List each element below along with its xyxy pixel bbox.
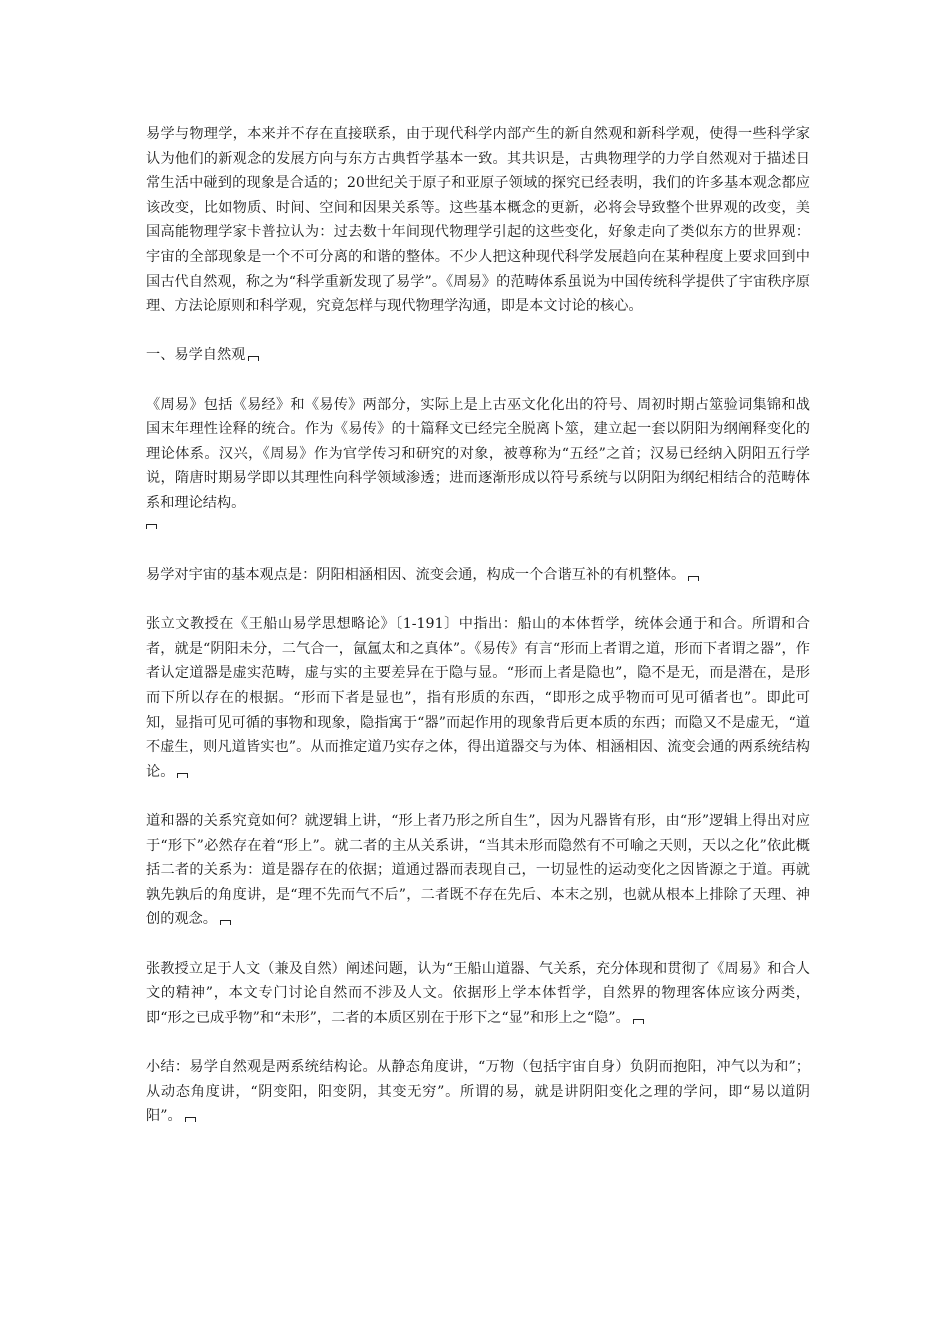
paragraph-mark-icon <box>220 920 231 925</box>
paragraph-zhang-liwen <box>146 612 810 784</box>
paragraph-gap <box>146 932 810 957</box>
paragraph-basic-view-text: 易学对宇宙的基本观点是：阴阳相涵相因、流变会通，构成一个合谐互补的有机整体。 <box>146 567 686 584</box>
paragraph-mark-icon <box>177 773 188 778</box>
paragraph-basic-view <box>146 563 810 588</box>
paragraph-summary-text: 小结：易学自然观是两系统结构论。从静态角度讲，“万物（包括宇宙自身）负阴而抱阳，冲气以为和”；从动态角度讲，“阴变阳，阳变阴，其变无穷”。所谓的易，就是讲阴阳变化之理的学问，即“易以道阴阳”。 <box>146 1058 810 1125</box>
paragraph-gap <box>146 588 810 613</box>
paragraph-mark-icon <box>248 356 259 361</box>
paragraph-summary <box>146 1055 810 1129</box>
paragraph-dao-qi <box>146 809 810 932</box>
paragraph-zhang-liwen-text: 张立文教授在《王船山易学思想略论》〔1-191〕中指出：船山的本体哲学，统体会通于和合。所谓和合者，就是“阴阳未分，二气合一，氤氲太和之真体”。《易传》有言“形而上者谓之道，形而下者谓之器”，作者认定道器是虚实范畴，虚与实的主要差异在于隐与显。“形而上者是隐也”，隐不是无，而是潜在，是形而下所以存在的根据。“形而下者是显也”，指有形质的东西，“即形之成乎物而可见可循者也”。即此可知，显指可见可循的事物和现象，隐指寓于“器”而起作用的现象背后更本质的东西；而隐又不是虚无，“道不虚生，则凡道皆实也”。从而推定道乃实存之体，得出道器交与为体、相涵相因、流变会通的两系统结构论。 <box>146 616 810 780</box>
paragraph-mark-icon <box>633 1019 644 1024</box>
paragraph-gap <box>146 784 810 809</box>
paragraph-zhouyi <box>146 393 810 529</box>
paragraph-mark-icon <box>185 1117 196 1122</box>
paragraph-mark-icon <box>688 576 699 581</box>
paragraph-zhouyi-text: 《周易》包括《易经》和《易传》两部分，实际上是上古巫文化化出的符号、周初时期占筮验词集锦和战国末年理性诠释的统合。作为《易传》的十篇释文已经完全脱离卜筮，建立起一套以阴阳为纲阐释变化的理论体系。汉兴，《周易》作为官学传习和研究的对象，被尊称为“五经”之首；汉易已经纳入阴阳五行学说，隋唐时期易学即以其理性向科学领域渗透；进而逐渐形成以符号系统与以阴阳为纲纪相结合的范畴体系和理论结构。 <box>146 396 810 511</box>
paragraph-gap <box>146 1030 810 1055</box>
paragraph-humanities <box>146 957 810 1031</box>
section-heading <box>146 343 810 368</box>
paragraph-gap <box>146 319 810 344</box>
paragraph-mark-icon <box>146 524 157 529</box>
section-heading-text: 一、易学自然观 <box>146 347 246 364</box>
paragraph-intro: 易学与物理学，本来并不存在直接联系，由于现代科学内部产生的新自然观和新科学观，使得一些科学家认为他们的新观念的发展方向与东方古典哲学基本一致。其共识是，古典物理学的力学自然观对于描述日常生活中碰到的现象是合适的；20世纪关于原子和亚原子领域的探究已经表明，我们的许多基本观念都应该改变，比如物质、时间、空间和因果关系等。这些基本概念的更新，必将会导致整个世界观的改变，美国高能物理学家卡普拉认为：过去数十年间现代物理学引起的这些变化，好象走向了类似东方的世界观：宇宙的全部现象是一个不可分离的和谐的整体。不少人把这种现代科学发展趋向在某种程度上要求回到中国古代自然观，称之为“科学重新发现了易学”。《周易》的范畴体系虽说为中国传统科学提供了宇宙秩序原理、方法论原则和科学观，究竟怎样与现代物理学沟通，即是本文讨论的核心。 <box>146 126 810 315</box>
document-page <box>146 122 810 1129</box>
paragraph-dao-qi-text: 道和器的关系究竟如何？就逻辑上讲，“形上者乃形之所自生”，因为凡器皆有形，由“形”逻辑上得出对应于“形下”必然存在着“形上”。就二者的主从关系讲，“当其未形而隐然有不可喻之天则，天以之化”依此概括二者的关系为：道是器存在的依据；道通过器而表现自己，一切显性的运动变化之因皆源之于道。再就孰先孰后的角度讲，是“理不先而气不后”，二者既不存在先后、本末之别，也就从根本上排除了天理、神创的观念。 <box>146 813 810 928</box>
paragraph-gap <box>146 539 810 564</box>
paragraph-gap <box>146 368 810 393</box>
paragraph-humanities-text: 张教授立足于人文（兼及自然）阐述问题，认为“王船山道器、气关系，充分体现和贯彻了《周易》和合人文的精神”，本文专门讨论自然而不涉及人文。依据形上学本体哲学，自然界的物理客体应该分两类，即“形之已成乎物”和“未形”，二者的本质区别在于形下之“显”和形上之“隐”。 <box>146 960 810 1026</box>
